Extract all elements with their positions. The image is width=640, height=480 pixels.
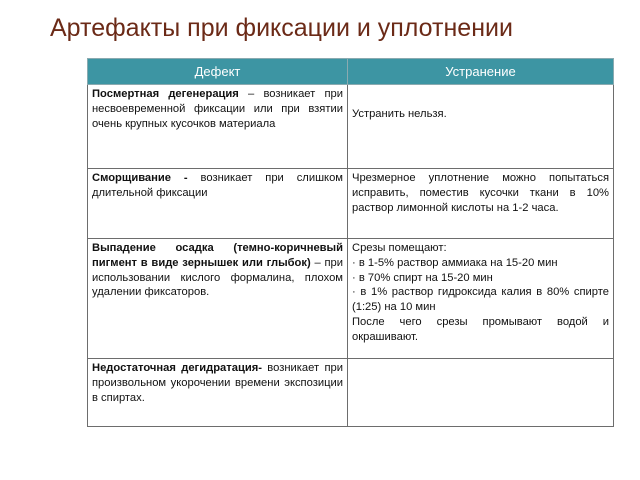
column-header-defect: Дефект [88,59,348,85]
page-title: Артефакты при фиксации и уплотнении [50,14,513,42]
remedy-line: · в 1-5% раствор аммиака на 15-20 мин [352,256,558,269]
defect-cell [88,85,348,169]
defect-description: возникает при слишком длительной фиксации [92,172,343,199]
defect-name: Сморщивание - [92,172,188,184]
remedy-cell [348,169,614,239]
defect-cell [88,169,348,239]
remedy-text: Устранить нельзя. [352,108,447,120]
defect-description: – возникает при несвоевременной фиксации или при взятии очень крупных кусочков материала [92,88,343,130]
remedy-cell [348,85,614,169]
defect-name: Выпадение осадка (темно-коричневый пигмент в виде зернышек или глыбок) [92,242,343,269]
remedy-line: Срезы помещают: [352,242,447,254]
remedy-cell [348,239,614,359]
remedy-line: · в 70% спирт на 15-20 мин [352,271,493,284]
table-row [88,239,614,359]
table-row [88,169,614,239]
defect-name: Посмертная дегенерация [92,88,239,100]
column-header-remedy: Устранение [348,59,614,85]
remedy-text: Чрезмерное уплотнение можно попытаться исправить, поместив кусочки ткани в 10% раствор лимонной кислоты на 1-2 часа. [352,172,609,214]
defect-cell [88,359,348,427]
defect-description: – при использовании кислого формалина, плохом удалении фиксаторов. [92,256,343,299]
defect-cell [88,239,348,359]
artifacts-table [87,58,614,427]
table-row [88,85,614,169]
defect-description: возникает при произвольном укорочении времени экспозиции в спиртах. [92,362,343,404]
table-header-row [88,59,614,85]
remedy-cell [348,359,614,427]
table-row [88,359,614,427]
remedy-line: · в 1% раствор гидроксида калия в 80% спирте (1:25) на 10 мин [352,286,609,314]
remedy-line: После чего срезы промывают водой и окрашивают. [352,315,609,343]
defect-name: Недостаточная дегидратация- [92,362,262,374]
